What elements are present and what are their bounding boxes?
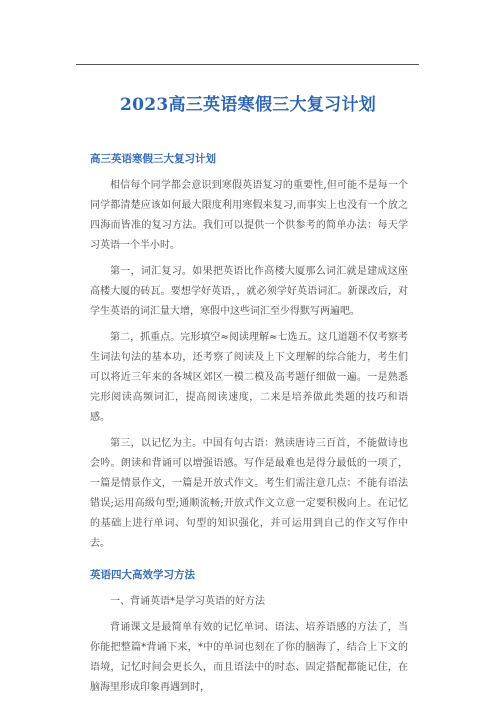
section-gap xyxy=(90,560,408,568)
paragraph-memorization: 第三，以记忆为主。中国有句古语：熟读唐诗三百首，不能做诗也会吟。朗读和背诵可以增强语感。写作是最难也是得分最低的一项了，一篇是情景作文，一篇是开放式作文。考生们需注意几点：不能有语法错误;运用高级句型;通顺流畅;开放式作文立意一定要积极向上。在记忆的基础上进行单词、句型的知识强化，并可运用到自己的作文写作中去。 xyxy=(90,438,408,549)
paragraph-method-one-body: 背诵课文是最简单有效的记忆单词、语法、培养语感的方法了，当你能把整篇*背诵下来，*中的单词也刻在了你的脑海了，结合上下文的语境，记忆时间会更长久，而且语法中的时态、固定搭配都能记住，在脑海里形成印象再遇到时， xyxy=(90,622,408,693)
paragraph-key-points: 第二，抓重点。完形填空≈阅读理解≈七选五。这几道题不仅考察考生词法句法的基本功，还考察了阅读及上下文理解的综合能力，考生们可以将近三年来的各城区郊区一模二模及高考题仔细做一遍。一是熟悉完形阅读高频词汇，提高阅读速度，二来是培养做此类题的技巧和语感。 xyxy=(90,332,408,423)
document-title: 2023高三英语寒假三大复习计划 xyxy=(119,95,377,115)
paragraph-intro: 相信每个同学都会意识到寒假英语复习的重要性,但可能不是每一个同学都清楚应该如何最大限度利用寒假来复习,而事实上也没有一个放之四海而皆准的复习方法。我们可以提供一个供参考的简单办法：每天学习英语一个半小时。 xyxy=(90,180,408,251)
header-rule xyxy=(76,64,419,65)
document-body xyxy=(90,152,408,704)
section-heading-review-plan: 高三英语寒假三大复习计划 xyxy=(90,153,216,165)
paragraph-method-one-title: 一、背诵英语*是学习英语的好方法 xyxy=(110,596,265,607)
paragraph-vocabulary: 第一，词汇复习。如果把英语比作高楼大厦那么词汇就是建成这座高楼大厦的砖瓦。要想学好英语，，就必须学好英语词汇。新课改后，对学生英语的词汇量大增，寒假中这些词汇至少得默写两遍吧。 xyxy=(90,266,408,317)
section-heading-study-methods: 英语四大高效学习方法 xyxy=(90,569,195,581)
